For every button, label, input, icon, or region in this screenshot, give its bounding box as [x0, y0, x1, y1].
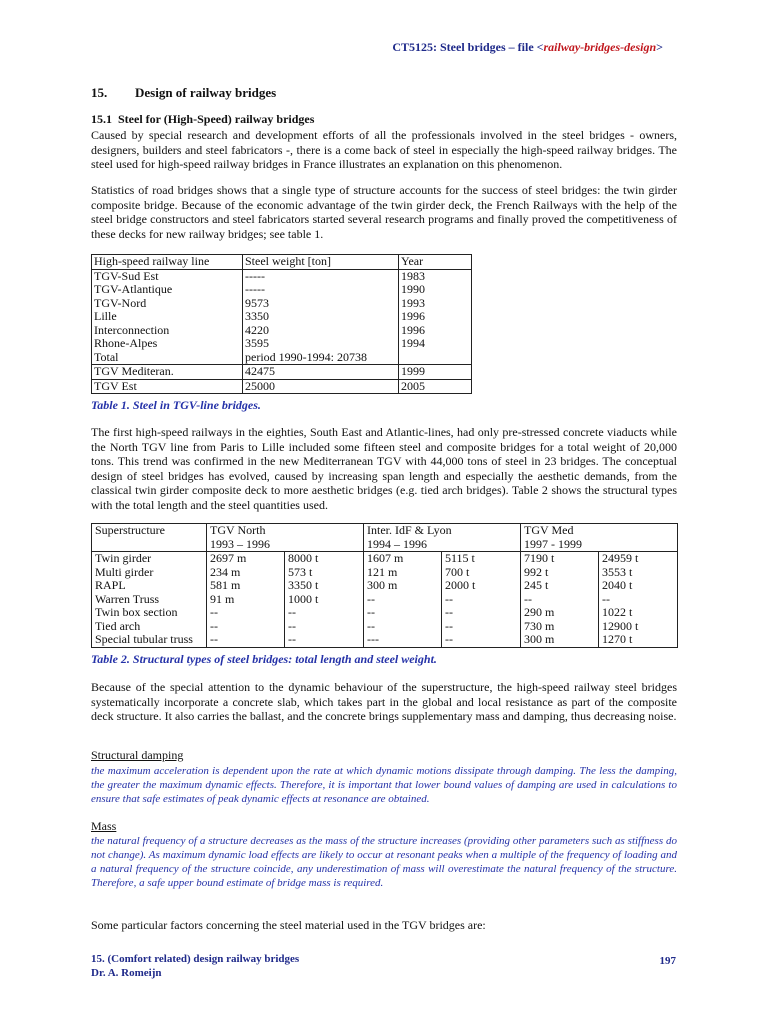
- cell-line: 1270 t: [602, 632, 633, 646]
- cell-line: Interconnection: [94, 322, 170, 337]
- table-header-cell: Steel weight [ton]: [243, 255, 399, 270]
- table-header-cell: [521, 524, 678, 552]
- table-header-cell: Year: [399, 255, 472, 270]
- cell-line: 5115 t: [445, 551, 475, 565]
- subsection-title: Steel for (High-Speed) railway bridges: [118, 112, 315, 126]
- section-number: 15.: [91, 85, 108, 100]
- table-cell: [399, 269, 472, 365]
- cell-line: --: [210, 632, 218, 646]
- table-header-cell: [207, 524, 364, 552]
- cell-line: --: [210, 618, 218, 633]
- table-cell: 42475: [243, 365, 399, 380]
- cell-line: 1000 t: [288, 591, 319, 606]
- cell-line: Twin girder: [95, 551, 152, 565]
- cell-line: --: [210, 605, 218, 619]
- cell-line: 1607 m: [367, 551, 404, 565]
- cell-line: 992 t: [524, 564, 549, 579]
- cell-line: 290 m: [524, 605, 555, 619]
- cell-line: --: [288, 605, 296, 619]
- cell-line: TGV-Sud Est: [94, 268, 159, 283]
- table-cell: [599, 552, 678, 648]
- damping-text: the maximum acceleration is dependent upon the rate at which dynamic motions dissipate through damping. The less the damping, the greater the maximum dynamic effects. Therefore, it is important that lower bound values of damping are used in calculations to ensure that safe estimates of peak dynamic effects at resonance are obtained.: [91, 765, 677, 805]
- cell-line: 1993: [401, 295, 425, 310]
- cell-line: 1022 t: [602, 605, 633, 619]
- cell-line: period 1990-1994: 20738: [245, 349, 367, 364]
- cell-line: --: [288, 632, 296, 646]
- table-header-row: [92, 524, 678, 552]
- cell-line: 91 m: [210, 591, 235, 606]
- cell-line: 700 t: [445, 564, 470, 579]
- paragraph-statistics: Statistics of road bridges shows that a single type of structure accounts for the success of steel bridges: the twin girder composite bridge. Because of the economic advantage of the twin girder deck, the French Railways with the help of the steel bridge constructors and steel fabricators started several research programs and finally proved the competitiveness of these decks for new railway bridges; see table 1.: [91, 183, 677, 241]
- cell-line: --: [367, 591, 375, 606]
- table-cell: TGV Mediteran.: [92, 365, 243, 380]
- group-name: TGV North: [210, 523, 266, 537]
- table-cell: [207, 552, 285, 648]
- cell-line: 234 m: [210, 564, 241, 579]
- paragraph-history: The first high-speed railways in the eighties, South East and Atlantic-lines, had only pre-stressed concrete viaducts while the North TGV line from Paris to Lille included some fifteen steel and composite bridges for a total weight of 20,000 tons. This trend was confirmed in the new Mediterranean TGV with 44,000 tons of steel in 23 bridges. The conceptual design of steel bridges has evolved, caused by increasing span length and especially the aesthetic demands, from the classical twin girder composite deck to more aesthetic bridges (e.g. tied arch bridges). Table 2 shows the structural types with the total length and the steel quantities used.: [91, 425, 677, 512]
- table-cell: [521, 552, 599, 648]
- cell-line: 3350: [245, 309, 269, 323]
- cell-line: 4220: [245, 322, 269, 337]
- cell-line: Multi girder: [95, 564, 154, 579]
- cell-line: --: [367, 605, 375, 619]
- cell-line: 9573: [245, 295, 269, 310]
- cell-line: --: [367, 618, 375, 633]
- cell-line: 8000 t: [288, 551, 319, 565]
- subheading-mass: Mass: [91, 819, 117, 833]
- cell-line: 300 m: [367, 578, 398, 592]
- table-steel-weight: [91, 254, 472, 394]
- table-header-row: [92, 255, 472, 270]
- cell-line: --: [445, 632, 453, 646]
- table-cell: 2005: [399, 379, 472, 394]
- cell-line: Total: [94, 349, 119, 364]
- group-years: 1994 – 1996: [367, 536, 427, 551]
- cell-line: Lille: [94, 309, 117, 323]
- cell-line: --: [524, 591, 532, 606]
- cell-line: 1996: [401, 309, 425, 323]
- cell-line: 3595: [245, 336, 269, 350]
- cell-line: Rhone-Alpes: [94, 336, 158, 350]
- cell-line: -----: [245, 268, 265, 283]
- table-header-cell: Superstructure: [92, 524, 207, 552]
- cell-line: 2040 t: [602, 578, 633, 592]
- group-years: 1997 - 1999: [524, 536, 582, 551]
- table-caption: Table 2. Structural types of steel bridges: total length and steel weight.: [91, 652, 437, 666]
- cell-line: Warren Truss: [95, 591, 160, 606]
- header-prefix: CT5125: Steel bridges – file <: [392, 40, 544, 54]
- cell-line: TGV-Nord: [94, 295, 147, 310]
- group-name: TGV Med: [524, 523, 574, 537]
- subheading-damping: Structural damping: [91, 748, 184, 762]
- cell-line: 2000 t: [445, 578, 476, 592]
- table-row: [92, 365, 472, 380]
- table-cell: 1999: [399, 365, 472, 380]
- cell-line: --: [445, 591, 453, 606]
- paragraph-dynamic-behaviour: Because of the special attention to the dynamic behaviour of the superstructure, the high-speed railway steel bridges systematically incorporate a concrete slab, which takes part in the global and local resistance as part of the composite deck structure. It also carries the ballast, and the concrete brings supplementary mass and damping, thus decreasing noise.: [91, 680, 677, 723]
- cell-line: 1994: [401, 336, 425, 350]
- subsection-heading: [91, 112, 314, 127]
- cell-line: 121 m: [367, 564, 398, 579]
- cell-line: 581 m: [210, 578, 241, 592]
- cell-line: 24959 t: [602, 551, 639, 565]
- table-cell: [364, 552, 442, 648]
- section-title: Design of railway bridges: [135, 85, 277, 100]
- table-header-cell: [364, 524, 521, 552]
- cell-line: -----: [245, 282, 265, 296]
- cell-line: 1996: [401, 322, 425, 337]
- table-caption: Table 1. Steel in TGV-line bridges.: [91, 398, 261, 412]
- group-name: Inter. IdF & Lyon: [367, 523, 452, 537]
- table-row: [92, 379, 472, 394]
- table-cell: [92, 269, 243, 365]
- table-cell: TGV Est: [92, 379, 243, 394]
- cell-line: Twin box section: [95, 605, 178, 619]
- cell-line: [401, 351, 468, 365]
- cell-line: TGV-Atlantique: [94, 282, 173, 296]
- table-cell: [243, 269, 399, 365]
- paragraph-factors: Some particular factors concerning the steel material used in the TGV bridges are:: [91, 918, 486, 932]
- header-suffix: >: [656, 40, 663, 54]
- cell-line: 300 m: [524, 632, 555, 646]
- footer-chapter: 15. (Comfort related) design railway bridges: [91, 953, 300, 965]
- cell-line: --: [445, 618, 453, 633]
- cell-line: 1983: [401, 268, 425, 283]
- table-cell: 25000: [243, 379, 399, 394]
- page-number: 197: [659, 955, 676, 967]
- cell-line: 3553 t: [602, 564, 633, 579]
- paragraph-intro: Caused by special research and development efforts of all the professionals involved in the steel bridges - owners, designers, builders and steel fabricators -, there is a come back of steel in especially the high-speed railway bridges. The steel used for high-speed railway bridges in France illustrates an explanation on this phenomenon.: [91, 128, 677, 171]
- footer-author: Dr. A. Romeijn: [91, 967, 162, 979]
- cell-line: Special tubular truss: [95, 632, 193, 646]
- header-file-name: railway-bridges-design: [543, 40, 657, 54]
- subsection-number: 15.1: [91, 112, 112, 126]
- cell-line: 1990: [401, 282, 425, 296]
- section-heading: [91, 85, 276, 101]
- cell-line: Tied arch: [95, 618, 141, 633]
- cell-line: 12900 t: [602, 618, 639, 633]
- cell-line: 573 t: [288, 564, 313, 579]
- cell-line: 730 m: [524, 618, 555, 633]
- cell-line: 245 t: [524, 578, 549, 592]
- running-header: [392, 40, 663, 55]
- table-cell: [285, 552, 364, 648]
- cell-line: --: [445, 605, 453, 619]
- mass-text: the natural frequency of a structure decreases as the mass of the structure increases (providing other parameters such as stiffness do not change). As maximum dynamic load effects are likely to occur at resonant peaks when a multiple of the frequency of loading and a natural frequency of the structure coincide, any underestimation of mass will overestimate the natural frequency of the structure. Therefore, a safe upper bound estimate of bridge mass is required.: [91, 835, 677, 889]
- cell-line: RAPL: [95, 578, 126, 592]
- group-years: 1993 – 1996: [210, 536, 270, 551]
- table-row: [92, 269, 472, 365]
- cell-line: --: [288, 618, 296, 633]
- cell-line: 2697 m: [210, 551, 247, 565]
- cell-line: ---: [367, 632, 379, 646]
- cell-line: --: [602, 591, 610, 606]
- table-cell: [92, 552, 207, 648]
- table-structural-types: [91, 523, 678, 648]
- cell-line: 7190 t: [524, 551, 555, 565]
- table-row: [92, 552, 678, 648]
- table-cell: [442, 552, 521, 648]
- cell-line: 3350 t: [288, 578, 319, 592]
- table-header-cell: High-speed railway line: [92, 255, 243, 270]
